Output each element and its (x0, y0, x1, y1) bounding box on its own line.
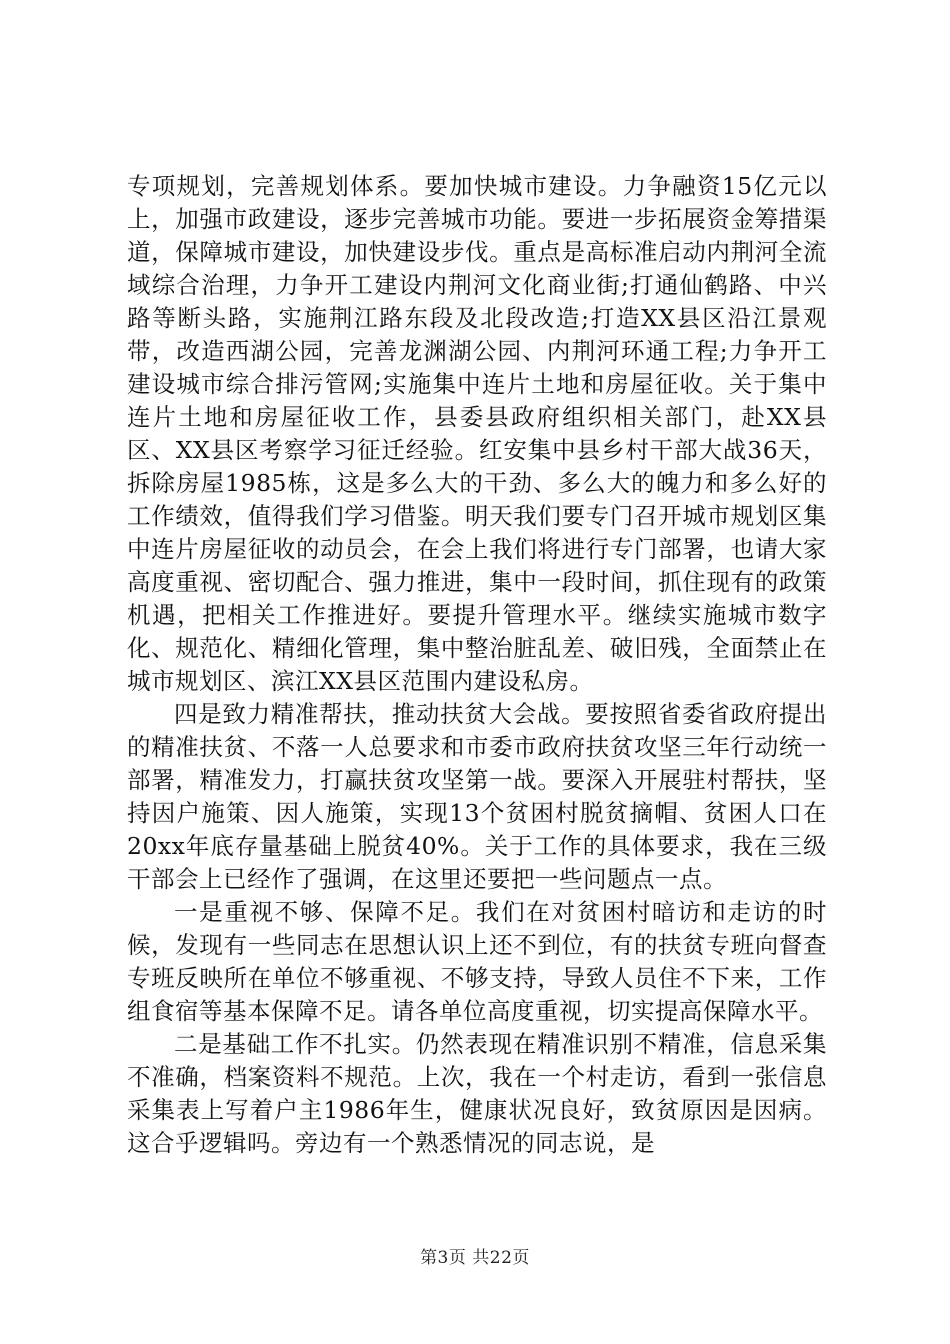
paragraph-insufficient-attention: 一是重视不够、保障不足。我们在对贫困村暗访和走访的时候，发现有一些同志在思想认识上还不到位，有的扶贫专班向督查专班反映所在单位不够重视、不够支持，导致人员住不下来，工作组食宿等基本保障不足。请各单位高度重视，切实提高保障水平。 (127, 898, 827, 1025)
paragraph-basic-work: 二是基础工作不扎实。仍然表现在精准识别不精准，信息采集不准确，档案资料不规范。上次，我在一个村走访，看到一张信息采集表上写着户主1986年生，健康状况良好，致贫原因是因病。这合乎逻辑吗。旁边有一个熟悉情况的同志说，是 (127, 1030, 827, 1157)
page-number-footer: 第3页 共22页 (420, 1248, 530, 1268)
paragraph-urban-construction: 专项规划，完善规划体系。要加快城市建设。力争融资15亿元以上，加强市政建设，逐步完善城市功能。要进一步拓展资金筹措渠道，保障城市建设，加快建设步伐。重点是高标准启动内荆河全流域综合治理，力争开工建设内荆河文化商业街;打通仙鹤路、中兴路等断头路，实施荆江路东段及北段改造;打造XX县区沿江景观带，改造西湖公园，完善龙渊湖公园、内荆河环通工程;力争开工建设城市综合排污管网;实施集中连片土地和房屋征收。关于集中连片土地和房屋征收工作，县委县政府组织相关部门，赴XX县区、XX县区考察学习征迁经验。红安集中县乡村干部大战36天，拆除房屋1985栋，这是多么大的干劲、多么大的魄力和多么好的工作绩效，值得我们学习借鉴。明天我们要专门召开城市规划区集中连片房屋征收的动员会，在会上我们将进行专门部署，也请大家高度重视、密切配合、强力推进，集中一段时间，抓住现有的政策机遇，把相关工作推进好。要提升管理水平。继续实施城市数字化、规范化、精细化管理，集中整治脏乱差、破旧残，全面禁止在城市规划区、滨江XX县区范围内建设私房。 (127, 172, 827, 695)
document-body (127, 170, 827, 1160)
paragraph-poverty-alleviation: 四是致力精准帮扶，推动扶贫大会战。要按照省委省政府提出的精准扶贫、不落一人总要求和市委市政府扶贫攻坚三年行动统一部署，精准发力，打赢扶贫攻坚第一战。要深入开展驻村帮扶，坚持因户施策、因人施策，实现13个贫困村脱贫摘帽、贫困人口在20xx年底存量基础上脱贫40%。关于工作的具体要求，我在三级干部会上已经作了强调，在这里还要把一些问题点一点。 (127, 700, 827, 893)
